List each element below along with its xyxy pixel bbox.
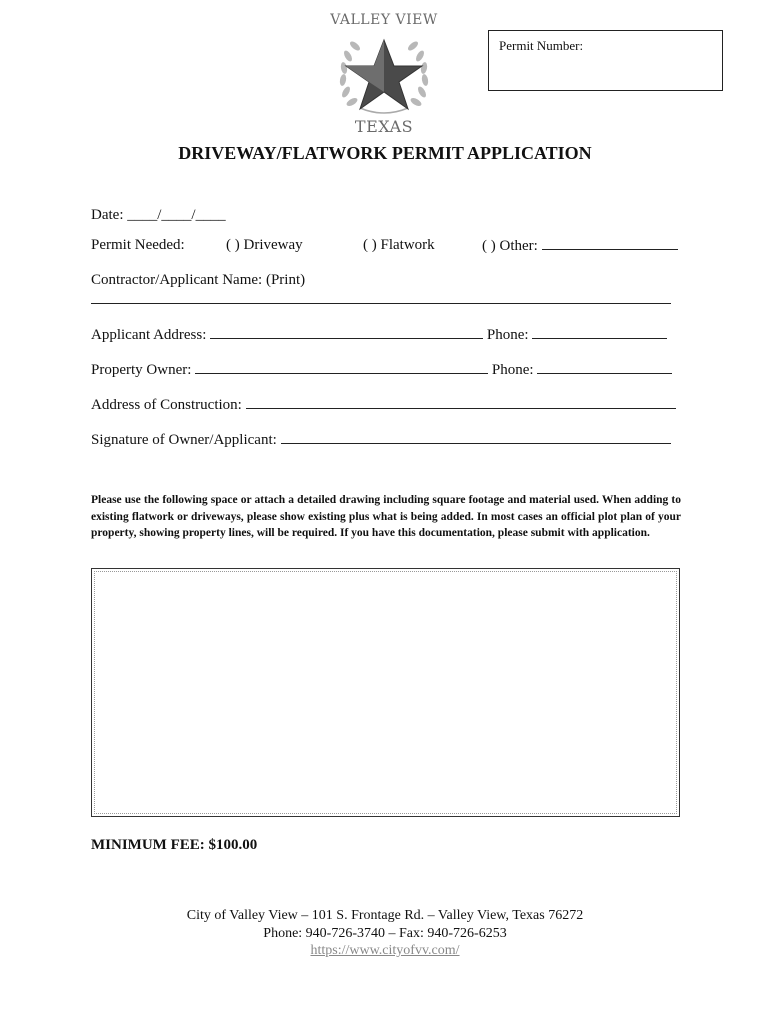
option-other-row	[482, 237, 678, 255]
city-logo	[328, 12, 440, 136]
property-owner-label: Property Owner:	[91, 362, 192, 378]
drawing-instructions: Please use the following space or attach a detailed drawing including square footage and material used. When adding to existing flatwork or driveways, please show existing plus what is being added. In most cases an official plot plan of your property, showing property lines, will be required. If you have this documentation, please submit with application.	[91, 494, 681, 539]
permit-needed-label: Permit Needed:	[91, 237, 185, 253]
logo-bottom-text: TEXAS	[354, 117, 414, 136]
star-wreath-icon	[334, 32, 434, 118]
option-flatwork[interactable]: ( ) Flatwork	[363, 237, 435, 253]
other-blank-line[interactable]	[542, 237, 678, 250]
form-title: DRIVEWAY/FLATWORK PERMIT APPLICATION	[178, 143, 592, 163]
applicant-address-label: Applicant Address:	[91, 327, 207, 343]
contractor-label: Contractor/Applicant Name: (Print)	[91, 272, 306, 288]
logo-top-text: VALLEY VIEW	[330, 12, 438, 28]
date-blanks[interactable]: ____/____/____	[127, 207, 226, 223]
permit-number-label: Permit Number:	[499, 38, 584, 53]
phone-blank-1[interactable]	[532, 326, 667, 339]
property-owner-blank[interactable]	[195, 361, 488, 374]
footer-link-row	[0, 943, 770, 959]
option-driveway[interactable]: ( ) Driveway	[226, 237, 303, 253]
drawing-area[interactable]	[91, 568, 680, 817]
phone-label-1: Phone:	[486, 327, 529, 343]
property-owner-row	[91, 361, 672, 379]
applicant-address-blank[interactable]	[210, 326, 483, 339]
option-other[interactable]: ( ) Other:	[482, 238, 538, 254]
phone-label-2: Phone:	[491, 362, 534, 378]
drawing-area-inner-border	[94, 571, 677, 814]
phone-blank-2[interactable]	[537, 361, 672, 374]
construction-address-row	[91, 396, 676, 414]
minimum-fee: MINIMUM FEE: $100.00	[91, 837, 258, 853]
signature-label: Signature of Owner/Applicant:	[91, 432, 277, 448]
permit-number-box[interactable]	[488, 30, 723, 91]
website-link[interactable]: https://www.cityofvv.com/	[310, 943, 460, 958]
signature-blank[interactable]	[281, 431, 671, 444]
construction-address-label: Address of Construction:	[91, 397, 242, 413]
contractor-blank-line[interactable]	[91, 303, 671, 304]
construction-address-blank[interactable]	[246, 396, 676, 409]
date-label: Date:	[91, 207, 124, 223]
signature-row	[91, 431, 671, 449]
date-row	[91, 207, 226, 224]
footer-address: City of Valley View – 101 S. Frontage Rd. – Valley View, Texas 76272	[186, 908, 584, 923]
footer-phone-fax: Phone: 940-726-3740 – Fax: 940-726-6253	[263, 926, 507, 941]
applicant-address-row	[91, 326, 667, 344]
